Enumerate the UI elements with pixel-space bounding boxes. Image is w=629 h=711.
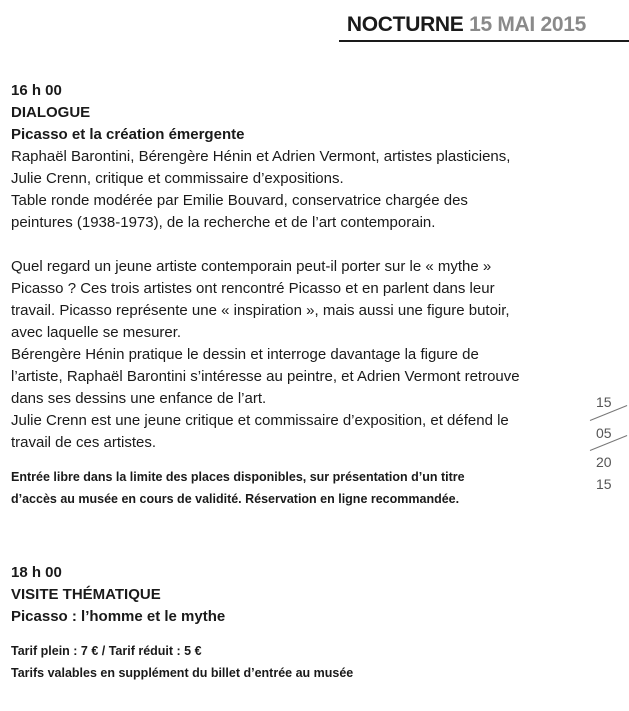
price-note: Tarifs valables en supplément du billet d’entrée au musée xyxy=(11,666,354,680)
event-subtitle: Picasso et la création émergente xyxy=(11,126,245,143)
description-line: avec laquelle se mesurer. xyxy=(11,324,182,341)
description-line: Bérengère Hénin pratique le dessin et interroge davantage la figure de xyxy=(11,346,479,363)
description-line: Table ronde modérée par Emilie Bouvard, conservatrice chargée des xyxy=(11,192,468,209)
description-line: peintures (1938-1973), de la recherche et de l’art contemporain. xyxy=(11,214,436,231)
event-time: 18 h 00 xyxy=(11,564,62,581)
description-line: Picasso ? Ces trois artistes ont rencontré Picasso et en parlent dans leur xyxy=(11,280,495,297)
description-line: travail de ces artistes. xyxy=(11,434,157,451)
description-line: Raphaël Barontini, Bérengère Hénin et Adrien Vermont, artistes plasticiens, xyxy=(11,148,511,165)
price-line: Tarif plein : 7 € / Tarif réduit : 5 € xyxy=(11,644,202,658)
event-description xyxy=(11,146,571,454)
event-dialogue xyxy=(11,80,571,510)
header-title-date: 15 MAI 2015 xyxy=(469,13,586,36)
event-visite xyxy=(11,562,571,684)
event-subtitle: Picasso : l’homme et le mythe xyxy=(11,608,226,625)
side-date-day: 15 xyxy=(596,394,612,410)
event-time: 16 h 00 xyxy=(11,82,62,99)
event-kind: DIALOGUE xyxy=(11,104,91,121)
side-date-month: 05 xyxy=(596,425,612,441)
description-line: travail. Picasso représente une « inspiration », mais aussi une figure butoir, xyxy=(11,302,510,319)
side-date-century: 20 xyxy=(596,454,612,470)
description-line: l’artiste, Raphaël Barontini s’intéresse au peintre, et Adrien Vermont retrouve xyxy=(11,368,520,385)
header-title-nocturne: NOCTURNE xyxy=(346,13,464,36)
description-line: Quel regard un jeune artiste contemporain peut-il porter sur le « mythe » xyxy=(11,258,492,275)
page-header xyxy=(339,10,629,42)
description-line: Julie Crenn est une jeune critique et commissaire d’exposition, et défend le xyxy=(11,412,509,429)
description-line: Julie Crenn, critique et commissaire d’expositions. xyxy=(11,170,344,187)
side-date-year: 15 xyxy=(596,476,612,492)
admission-note-line: d’accès au musée en cours de validité. Réservation en ligne recommandée. xyxy=(11,492,460,506)
side-date xyxy=(582,390,629,500)
header-title xyxy=(347,13,586,37)
description-line: dans ses dessins une enfance de l’art. xyxy=(11,390,267,407)
admission-note-line: Entrée libre dans la limite des places disponibles, sur présentation d’un titre xyxy=(11,470,465,484)
event-kind: VISITE THÉMATIQUE xyxy=(11,586,161,603)
